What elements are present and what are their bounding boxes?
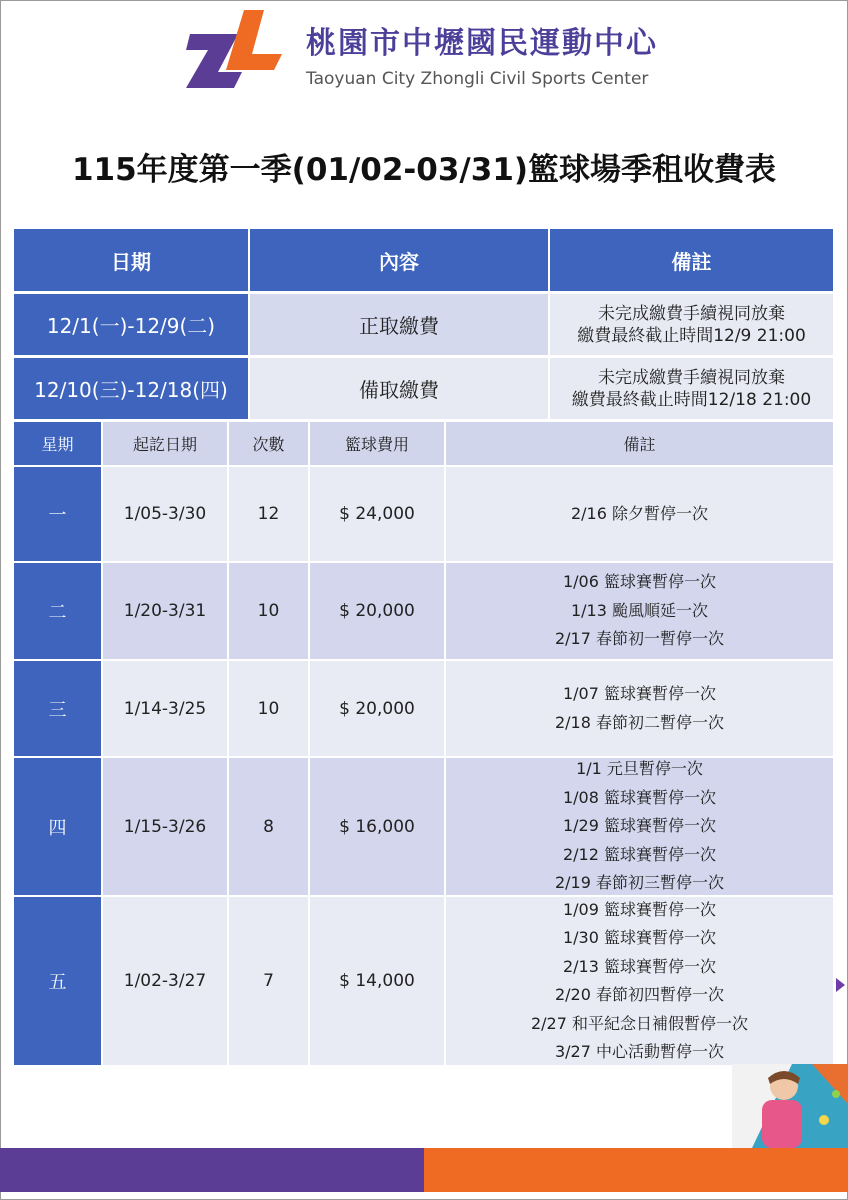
notes-cell: [446, 758, 833, 895]
note-line: 1/06 籃球賽暫停一次: [562, 572, 717, 592]
count-cell: 10: [229, 661, 308, 756]
fee-cell: $ 24,000: [310, 467, 444, 561]
schedule-header-notes: 備註: [446, 422, 833, 465]
page-title: 115年度第一季(01/02-03/31)籃球場季租收費表: [71, 152, 777, 188]
notes-cell: [446, 897, 833, 1065]
payment-row-content: 正取繳費: [250, 294, 548, 355]
note-line: 1/13 颱風順延一次: [570, 600, 709, 620]
period-cell: 1/05-3/30: [103, 467, 227, 561]
zl-logo-icon: [186, 8, 286, 90]
weekday-cell: 二: [14, 563, 101, 659]
note-line: 2/18 春節初二暫停一次: [554, 712, 725, 732]
weekday-cell: 五: [14, 897, 101, 1065]
notes-cell: [446, 563, 833, 659]
notes-cell: [446, 467, 833, 561]
note-line: 2/12 籃球賽暫停一次: [562, 844, 717, 864]
payment-row-date: 12/10(三)-12/18(四): [14, 358, 248, 419]
payment-row-date: 12/1(一)-12/9(二): [14, 294, 248, 355]
schedule-header-period: 起訖日期: [103, 422, 227, 465]
fee-cell: $ 16,000: [310, 758, 444, 895]
weekday-cell: 三: [14, 661, 101, 756]
weekday-cell: 一: [14, 467, 101, 561]
note-line: 1/08 籃球賽暫停一次: [562, 787, 717, 807]
notes-cell: [446, 661, 833, 756]
payment-row-note: [550, 358, 833, 419]
fee-cell: $ 14,000: [310, 897, 444, 1065]
payment-note-line: 未完成繳費手續視同放棄: [598, 303, 785, 324]
footer-bar-purple: [0, 1148, 424, 1192]
payment-header-content: 內容: [250, 229, 548, 291]
note-line: 2/13 籃球賽暫停一次: [562, 956, 717, 976]
note-line: 3/27 中心活動暫停一次: [554, 1042, 725, 1061]
count-cell: 12: [229, 467, 308, 561]
note-line: 2/16 除夕暫停一次: [570, 503, 709, 523]
schedule-header-count: 次數: [229, 422, 308, 465]
footer-bar-orange: [424, 1148, 848, 1192]
payment-header-note: 備註: [550, 229, 833, 291]
decorative-arrow-icon: [836, 978, 845, 992]
payment-header-date: 日期: [14, 229, 248, 291]
note-line: 1/09 籃球賽暫停一次: [562, 899, 717, 919]
payment-note-line: 繳費最終截止時間12/18 21:00: [571, 389, 812, 410]
note-line: 2/20 春節初四暫停一次: [554, 985, 725, 1004]
note-line: 1/07 籃球賽暫停一次: [562, 684, 717, 703]
period-cell: 1/15-3/26: [103, 758, 227, 895]
note-line: 1/1 元旦暫停一次: [576, 759, 703, 779]
fee-cell: $ 20,000: [310, 661, 444, 756]
period-cell: 1/20-3/31: [103, 563, 227, 659]
payment-row-note: [550, 294, 833, 355]
count-cell: 8: [229, 758, 308, 895]
count-cell: 10: [229, 563, 308, 659]
org-name-en: Taoyuan City Zhongli Civil Sports Center: [306, 69, 649, 89]
note-line: 2/27 和平紀念日補假暫停一次: [530, 1013, 749, 1033]
org-name-cn: 桃園市中壢國民運動中心: [306, 26, 658, 61]
schedule-header-fee: 籃球費用: [310, 422, 444, 465]
period-cell: 1/02-3/27: [103, 897, 227, 1065]
note-line: 1/30 籃球賽暫停一次: [562, 928, 717, 947]
weekday-cell: 四: [14, 758, 101, 895]
note-line: 2/17 春節初一暫停一次: [554, 629, 725, 649]
period-cell: 1/14-3/25: [103, 661, 227, 756]
payment-note-line: 未完成繳費手續視同放棄: [598, 367, 785, 388]
payment-row-content: 備取繳費: [250, 358, 548, 419]
schedule-header-weekday: 星期: [14, 422, 101, 465]
note-line: 2/19 春節初三暫停一次: [554, 873, 725, 893]
note-line: 1/29 籃球賽暫停一次: [562, 816, 717, 836]
fee-cell: $ 20,000: [310, 563, 444, 659]
payment-note-line: 繳費最終截止時間12/9 21:00: [577, 325, 806, 346]
count-cell: 7: [229, 897, 308, 1065]
climbing-child-photo: [732, 1064, 848, 1148]
